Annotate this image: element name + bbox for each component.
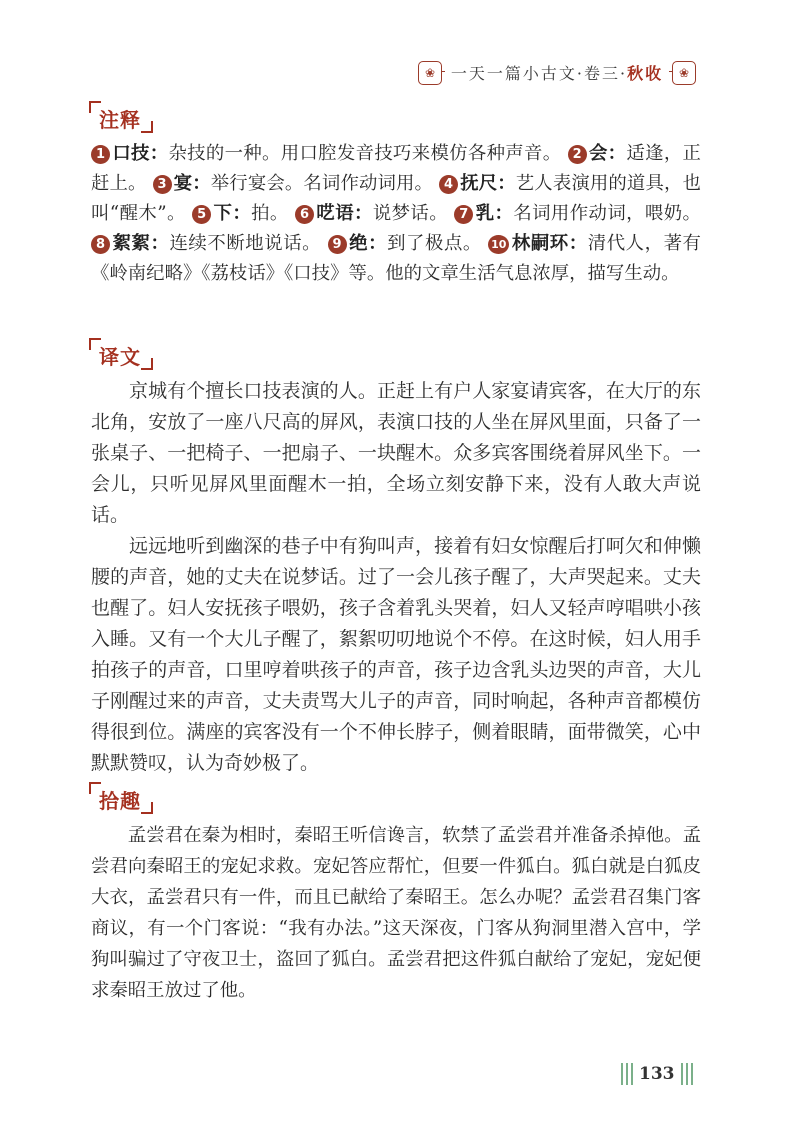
note-definition: 拍。 [251, 203, 289, 224]
note-separator: ： [149, 143, 169, 164]
story-heading-label: 拾趣 [99, 789, 141, 813]
notes-heading-label: 注释 [99, 108, 141, 132]
note-separator: ： [354, 203, 373, 224]
translation-heading-label: 译文 [99, 345, 141, 369]
note-definition: 连续不断地说话。 [169, 233, 322, 254]
translation-paragraph: 京城有个擅长口技表演的人。正赶上有户人家宴请宾客，在大厅的东北角，安放了一座八尺高的屏风，表演口技的人坐在屏风里面，只备了一张桌子、一把椅子、一把扇子、一块醒木。众多宾客围绕着屏风坐下。一会儿，只听见屏风里面醒木一拍，全场立刻安静下来，没有人敢大声说话。 [91, 380, 701, 526]
header-ornament-right-icon: ❀ [672, 61, 696, 85]
note-term: 呓语 [316, 203, 355, 224]
note-number-badge: 7 [454, 205, 473, 224]
page-number-area [621, 1060, 693, 1088]
heading-corner-left-icon [89, 782, 101, 794]
header-title [445, 61, 669, 84]
header-ornament-left-icon: ❀ [418, 61, 442, 85]
story-paragraph: 孟尝君在秦为相时，秦昭王听信谗言，软禁了孟尝君并准备杀掉他。孟尝君向秦昭王的宠妃求救。宠妃答应帮忙，但要一件狐白。狐白就是白狐皮大衣，孟尝君只有一件，而且已献给了秦昭王。怎么办呢？孟尝君召集门客商议，有一个门客说：“我有办法。”这天深夜，门客从狗洞里潜入宫中，学狗叫骗过了守夜卫士，盗回了狐白。孟尝君把这件狐白献给了宠妃，宠妃便求秦昭王放过了他。 [91, 825, 701, 1001]
note-item [295, 203, 448, 224]
note-definition: 名词用作动词，喂奶。 [513, 203, 701, 224]
note-item [91, 233, 321, 254]
heading-corner-right-icon [141, 358, 153, 370]
note-separator: ： [607, 143, 627, 164]
note-number-badge: 3 [153, 175, 172, 194]
note-definition: 说梦话。 [372, 203, 449, 224]
note-term: 口技 [112, 143, 150, 164]
note-definition: 适逢，正赶上。 [91, 143, 701, 194]
page-number: 133 [639, 1064, 675, 1084]
note-term: 抚尺 [460, 173, 498, 194]
note-term: 絮絮 [112, 233, 151, 254]
note-separator: ： [368, 233, 388, 254]
note-definition: 艺人表演用的道具，也叫“醒木”。 [91, 173, 701, 224]
note-item [192, 203, 289, 224]
note-term: 下 [213, 203, 233, 224]
translation-heading [91, 340, 141, 370]
note-separator: ： [192, 173, 211, 194]
note-separator: ： [232, 203, 252, 224]
translation-paragraph: 远远地听到幽深的巷子中有狗叫声，接着有妇女惊醒后打呵欠和伸懒腰的声音，她的丈夫在说梦话。过了一会儿孩子醒了，大声哭起来。丈夫也醒了。妇人安抚孩子喂奶，孩子含着乳头哭着，妇人又轻声哼唱哄小孩入睡。又有一个大儿子醒了，絮絮叨叨地说个不停。在这时候，妇人用手拍孩子的声音，口里哼着哄孩子的声音，孩子边含乳头边哭的声音，大儿子刚醒过来的声音，丈夫责骂大儿子的声音，同时响起，各种声音都模仿得很到位。满座的宾客没有一个不伸长脖子，侧着眼睛，面带微笑，心中默默赞叹，认为奇妙极了。 [91, 535, 701, 774]
notes-list [91, 139, 701, 289]
note-item [454, 203, 701, 224]
note-term: 绝 [348, 233, 369, 254]
story-heading [91, 784, 141, 814]
note-definition: 杂技的一种。用口腔发音技巧来模仿各种声音。 [168, 143, 562, 164]
notes-heading [91, 103, 141, 133]
heading-corner-right-icon [141, 121, 153, 133]
heading-corner-right-icon [141, 802, 153, 814]
note-number-badge: 4 [439, 175, 458, 194]
page-bars-left-icon [621, 1063, 633, 1085]
note-separator: ： [494, 203, 514, 224]
note-separator: ： [497, 173, 516, 194]
note-term: 宴 [173, 173, 193, 194]
note-definition: 到了极点。 [387, 233, 482, 254]
note-separator: ： [150, 233, 170, 254]
story-body [91, 820, 701, 1006]
note-number-badge: 10 [488, 235, 509, 254]
note-definition: 举行宴会。名词作动词用。 [210, 173, 434, 194]
note-term: 林嗣环 [511, 233, 569, 254]
note-separator: ： [568, 233, 588, 254]
note-definition: 清代人，著有《岭南纪略》《荔枝话》《口技》等。他的文章生活气息浓厚，描写生动。 [91, 233, 701, 284]
note-number-badge: 1 [91, 145, 110, 164]
heading-corner-left-icon [89, 101, 101, 113]
note-term: 乳 [475, 203, 495, 224]
header-title-text: 一天一篇小古文·卷三· [450, 63, 628, 83]
note-number-badge: 2 [568, 145, 587, 164]
note-term: 会 [588, 143, 608, 164]
note-number-badge: 8 [91, 235, 110, 254]
note-number-badge: 9 [328, 235, 347, 254]
note-item [328, 233, 482, 254]
translation-body [91, 376, 701, 779]
running-header [418, 58, 696, 86]
header-title-accent: 秋收 [627, 63, 664, 83]
note-number-badge: 6 [295, 205, 314, 224]
page-bars-right-icon [681, 1063, 693, 1085]
note-item [153, 173, 434, 194]
note-number-badge: 5 [192, 205, 211, 224]
note-item [91, 143, 561, 164]
heading-corner-left-icon [89, 338, 101, 350]
